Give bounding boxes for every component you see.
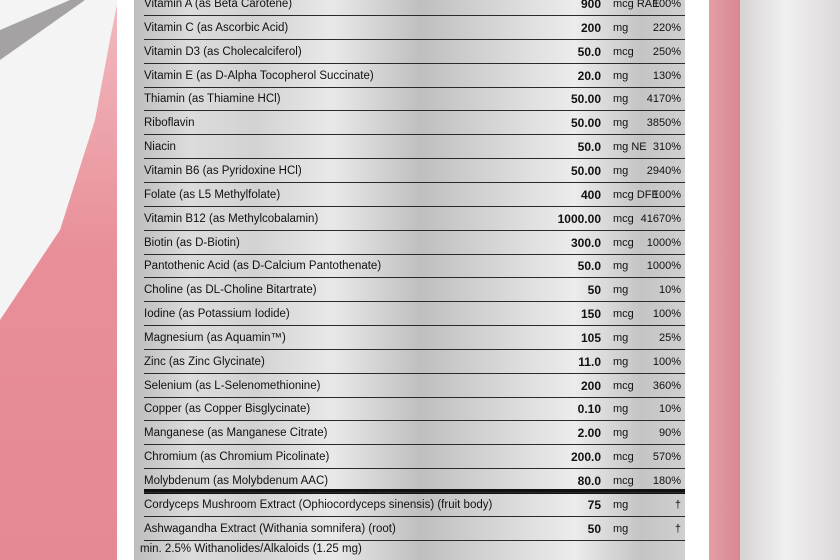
amount-unit: mcg DFE	[613, 188, 659, 201]
nutrient-name: Pantothenic Acid (as D-Calcium Pantothenate)	[144, 260, 382, 273]
daily-value: 2940%	[646, 164, 681, 177]
amount-unit: mcg	[613, 475, 634, 487]
amount-value: 0.10	[577, 402, 601, 417]
nutrient-name: Molybdenum (as Molybdenum AAC)	[144, 475, 329, 487]
nutrient-row	[144, 89, 685, 111]
nutrient-row	[144, 42, 685, 64]
nutrient-row	[144, 519, 685, 541]
daily-value: 310%	[652, 141, 681, 154]
amount-value: 400	[580, 187, 601, 202]
amount-unit: mg	[613, 21, 629, 34]
nutrient-row	[144, 233, 685, 255]
amount-value: 200	[580, 378, 601, 393]
daily-value: 100%	[652, 0, 681, 10]
daily-value: 10%	[658, 403, 681, 416]
daily-value: 1000%	[646, 236, 681, 249]
amount-value: 105	[580, 330, 601, 345]
nutrient-row	[144, 447, 685, 469]
amount-value: 50.00	[570, 116, 601, 131]
nutrient-name: Copper (as Copper Bisglycinate)	[144, 403, 311, 416]
amount-value: 20.0	[577, 68, 601, 83]
nutrient-row	[144, 376, 685, 398]
nutrient-row	[144, 18, 685, 40]
nutrient-row	[144, 161, 685, 183]
daily-value: 130%	[652, 69, 681, 82]
nutrient-row	[144, 185, 685, 207]
amount-value: 50.00	[570, 163, 601, 178]
amount-unit: mg	[613, 355, 629, 368]
nutrient-name: Iodine (as Potassium Iodide)	[144, 308, 290, 321]
nutrient-row	[144, 495, 685, 517]
nutrient-row	[144, 328, 685, 350]
amount-value: 200	[580, 20, 601, 35]
nutrient-name: Vitamin B6 (as Pyridoxine HCl)	[144, 164, 302, 177]
amount-value: 300.0	[570, 235, 601, 250]
daily-value: 220%	[652, 21, 681, 34]
nutrient-name: Vitamin D3 (as Cholecalciferol)	[144, 45, 302, 58]
nutrient-name: Magnesium (as Aquamin™)	[144, 331, 286, 344]
amount-unit: mcg	[613, 212, 634, 225]
amount-value: 900	[580, 0, 601, 11]
amount-unit: mcg	[613, 308, 634, 321]
daily-value: 25%	[658, 331, 681, 344]
amount-unit: mcg	[613, 45, 634, 58]
nutrient-name: Manganese (as Manganese Citrate)	[144, 427, 328, 440]
nutrient-row	[144, 352, 685, 374]
nutrient-name: Ashwagandha Extract (Withania somnifera) (root)	[144, 523, 396, 535]
amount-unit: mg	[613, 427, 629, 440]
amount-value: 50.0	[577, 259, 601, 274]
amount-value: 50.00	[570, 92, 601, 107]
amount-value: 50	[587, 283, 601, 298]
nutrient-row	[144, 471, 685, 493]
amount-value: 1000.00	[557, 211, 601, 226]
nutrient-name: Cordyceps Mushroom Extract (Ophiocordyceps sinensis) (fruit body)	[144, 499, 493, 511]
amount-value: 50.0	[577, 140, 601, 155]
amount-value: 11.0	[578, 354, 601, 369]
daily-value: 360%	[652, 379, 681, 392]
daily-value: 1000%	[646, 260, 681, 273]
daily-value: 90%	[658, 427, 681, 440]
daily-value: 100%	[652, 355, 681, 368]
nutrient-row	[144, 0, 685, 16]
daily-value: 180%	[652, 475, 681, 487]
nutrient-row	[144, 66, 685, 88]
amount-value: 50	[587, 522, 601, 536]
daily-value: 250%	[652, 45, 681, 58]
amount-unit: mg	[613, 260, 629, 273]
nutrient-row	[144, 399, 685, 421]
nutrient-name: Vitamin A (as Beta Carotene)	[144, 0, 293, 10]
amount-unit: mcg RAE	[613, 0, 660, 10]
amount-unit: mg	[613, 93, 629, 106]
nutrient-name: Vitamin E (as D-Alpha Tocopherol Succinate)	[144, 69, 374, 82]
nutrient-row	[144, 137, 685, 159]
amount-unit: mg	[613, 117, 629, 130]
nutrient-name: Choline (as DL-Choline Bitartrate)	[144, 284, 317, 297]
nutrient-row	[144, 209, 685, 231]
amount-unit: mg	[613, 403, 629, 416]
amount-unit: mg	[613, 284, 629, 297]
amount-unit: mg	[613, 499, 629, 511]
amount-unit: mg	[613, 523, 629, 535]
daily-value: 4170%	[646, 93, 681, 106]
amount-value: 50.0	[577, 44, 601, 59]
nutrient-row	[144, 423, 685, 445]
amount-unit: mcg	[613, 236, 634, 249]
daily-value: 100%	[652, 188, 681, 201]
amount-value: 2.00	[577, 426, 601, 441]
daily-value: 100%	[652, 308, 681, 321]
supplement-facts-panel	[134, 0, 685, 560]
amount-unit: mg	[613, 164, 629, 177]
daily-value: 41670%	[640, 212, 681, 225]
amount-value: 150	[580, 307, 601, 322]
daily-value: 10%	[658, 284, 681, 297]
amount-value: 75	[587, 498, 601, 512]
nutrient-row	[144, 113, 685, 135]
nutrient-name: Zinc (as Zinc Glycinate)	[144, 355, 265, 368]
nutrient-row	[144, 256, 685, 278]
nutrient-name: Chromium (as Chromium Picolinate)	[144, 451, 330, 464]
background-right	[740, 0, 840, 560]
nutrient-name: Riboflavin	[144, 117, 195, 130]
amount-value: 200.0	[570, 450, 601, 465]
nutrient-name: Vitamin B12 (as Methylcobalamin)	[144, 212, 319, 225]
nutrient-row	[144, 280, 685, 302]
amount-unit: mcg	[613, 379, 634, 392]
nutrient-name: Vitamin C (as Ascorbic Acid)	[144, 21, 289, 34]
amount-unit: mcg	[613, 451, 634, 464]
nutrient-name: Selenium (as L-Selenomethionine)	[144, 379, 321, 392]
amount-unit: mg	[613, 331, 629, 344]
nutrient-row	[144, 304, 685, 326]
nutrient-name: Thiamin (as Thiamine HCl)	[144, 93, 281, 106]
nutrient-name: Biotin (as D-Biotin)	[144, 236, 240, 249]
nutrient-name: Folate (as L5 Methylfolate)	[144, 188, 281, 201]
sub-note: min. 2.5% Withanolides/Alkaloids (1.25 mg)	[140, 543, 362, 555]
amount-unit: mg	[613, 69, 629, 82]
amount-unit: mg NE	[613, 141, 647, 154]
amount-value: 80.0	[577, 474, 601, 488]
nutrient-name: Niacin	[144, 141, 176, 154]
daily-value: 3850%	[646, 117, 681, 130]
daily-value: 570%	[652, 451, 681, 464]
daily-value: †	[674, 523, 681, 535]
daily-value: †	[674, 499, 681, 511]
